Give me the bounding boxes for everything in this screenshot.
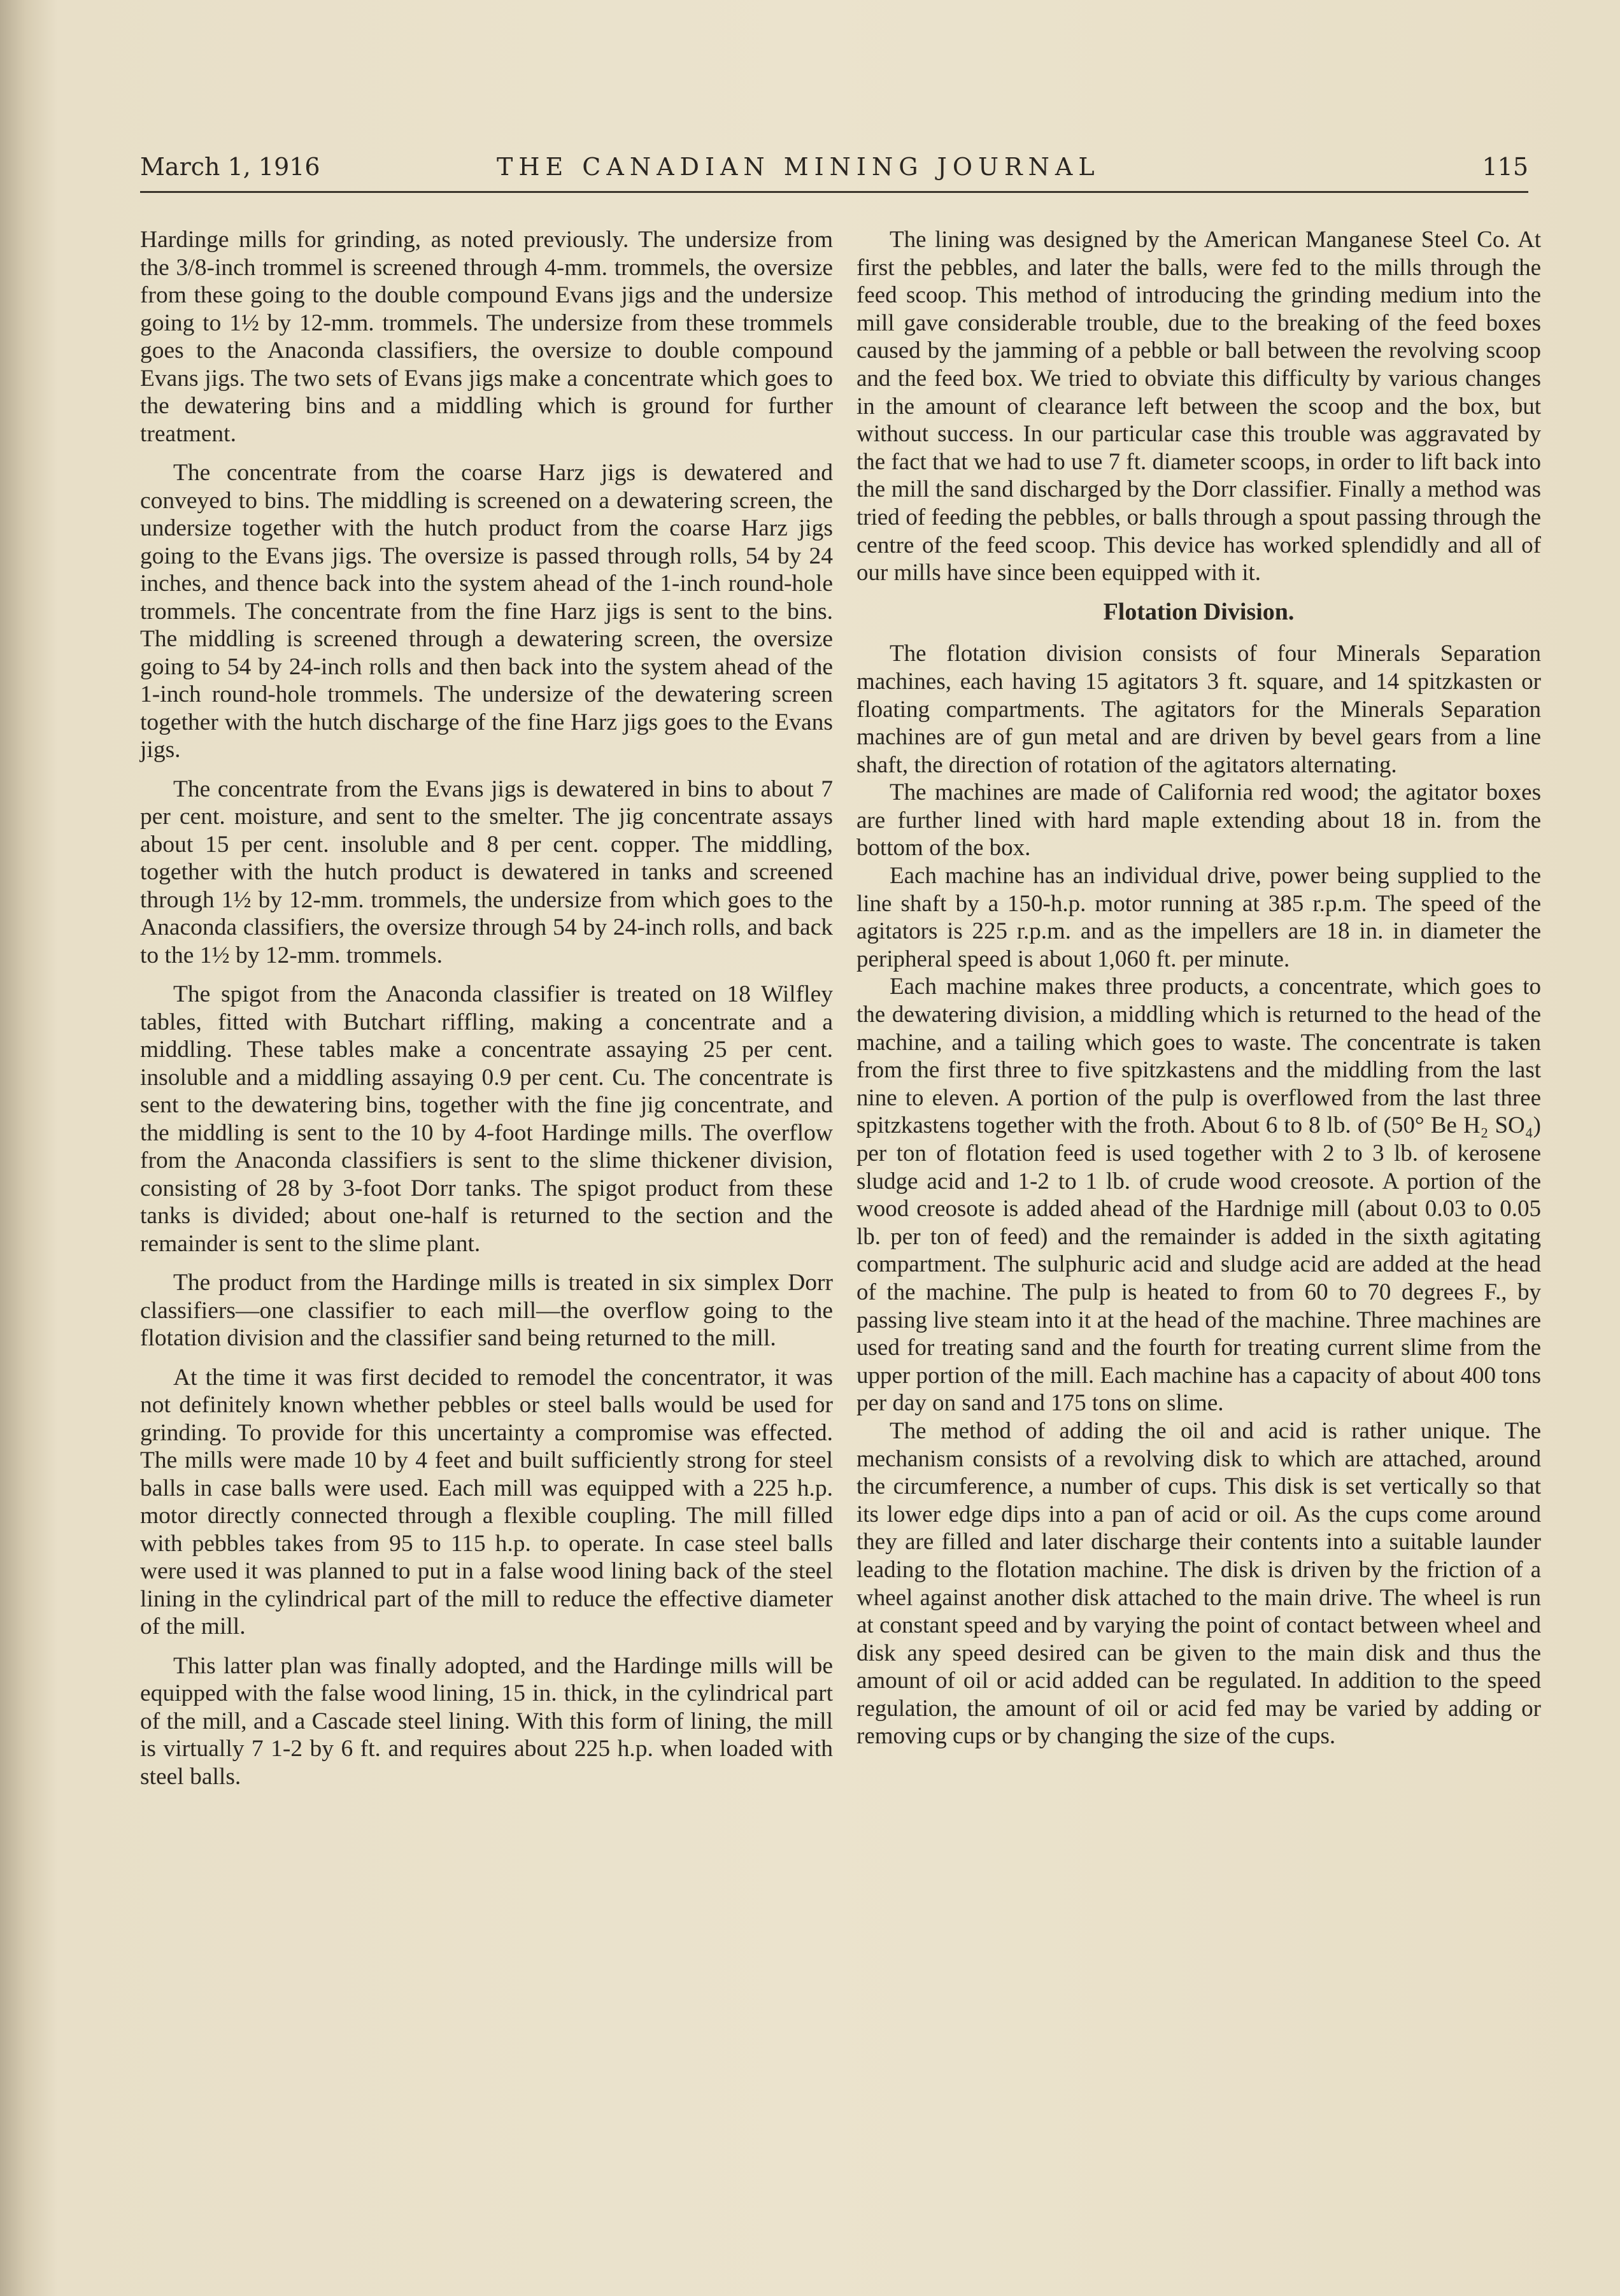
paragraph: The spigot from the Anaconda classifier is treated on 18 Wilfley tables, fitted with Butchart riffling, making a concentrate and a middling. These tables make a concentrate assaying 25 per cent. insoluble and a middling assaying 0.9 per cent. Cu. The concentrate is sent to the dewatering bins, together with the fine jig concentrate, and the middling is sent to the 10 by 4-foot Hardinge mills. The overflow from the Anaconda classifiers is sent to the slime thickener division, consisting of 28 by 3-foot Dorr tanks. The spigot product from these tanks is divided; about one-half is returned to the section and the remainder is sent to the slime plant. xyxy=(140,981,833,1257)
paragraph: The lining was designed by the American Manganese Steel Co. At first the pebbles, and later the balls, were fed to the mills through the feed scoop. This method of introducing the grinding medium into the mill gave considerable trouble, due to the breaking of the feed boxes caused by the jamming of a pebble or ball between the revolving scoop and the feed box. We tried to obviate this difficulty by various changes in the amount of clearance left between the scoop and the box, but without success. In our particular case this trouble was aggravated by the fact that we had to use 7 ft. diameter scoops, in order to lift back into the mill the sand discharged by the Dorr classifier. Finally a method was tried of feeding the pebbles, or balls through a spout passing through the centre of the feed scoop. This device has worked splendidly and all of our mills have since been equipped with it. xyxy=(856,227,1541,586)
paragraph: Each machine has an individual drive, power being supplied to the line shaft by a 150-h.p. motor running at 385 r.p.m. The speed of the agitators is 225 r.p.m. and as the impellers are 18 in. in diameter the peripheral speed is about 1,060 ft. per minute. xyxy=(856,863,1541,972)
paragraph: The flotation division consists of four Minerals Separation machines, each having 15 agitators 3 ft. square, and 14 spitzkasten or floating compartments. The agitators for the Minerals Separation machines are of gun metal and are driven by bevel gears from a line shaft, the direction of rotation of the agitators alternating. xyxy=(856,641,1541,778)
section-heading: Flotation Division. xyxy=(1103,598,1295,625)
left-column xyxy=(140,226,833,1802)
issue-date: March 1, 1916 xyxy=(140,153,320,181)
paragraph: The method of adding the oil and acid is rather unique. The mechanism consists of a revolving disk to which are attached, around the circumference, a number of cups. This disk is set vertically so that its lower edge dips into a pan of acid or oil. As the cups come around they are filled and later discharge their contents into a suitable launder leading to the flotation machine. The disk is driven by the friction of a wheel against another disk attached to the main drive. The wheel is run at constant speed and by varying the point of contact between wheel and disk any speed desired can be given to the main disk and thus the amount of oil or acid added can be regulated. In addition to the speed regulation, the amount of oil or acid fed may be varied by adding or removing cups or by changing the size of the cups. xyxy=(856,1417,1541,1750)
running-header xyxy=(140,153,1528,191)
paragraph: This latter plan was finally adopted, and the Hardinge mills will be equipped with the false wood lining, 15 in. thick, in the cylindrical part of the mill, and a Cascade steel lining. With this form of lining, the mill is virtually 7 1-2 by 6 ft. and requires about 225 h.p. when loaded with steel balls. xyxy=(140,1652,833,1790)
page-number: 115 xyxy=(1482,153,1528,181)
paragraph: The concentrate from the coarse Harz jigs is dewatered and conveyed to bins. The middling is screened on a dewatering screen, the undersize together with the hutch product from the coarse Harz jigs going to the Evans jigs. The oversize is passed through rolls, 54 by 24 inches, and thence back into the system ahead of the 1-inch round-hole trommels. The concentrate from the fine Harz jigs is sent to the bins. The middling is screened through a dewatering screen, the oversize going to 54 by 24-inch rolls and then back into the system ahead of the 1-inch round-hole trommels. The undersize of the dewatering screen together with the hutch discharge of the fine Harz jigs goes to the Evans jigs. xyxy=(140,460,833,763)
paragraph: Each machine makes three products, a concentrate, which goes to the dewatering division, a middling which is returned to the head of the machine, and a tailing which goes to waste. The concentrate is taken from the first three to five spitzkastens and the middling from the last nine to eleven. A portion of the pulp is overflowed from the last three spitzkastens together with the froth. About 6 to 8 lb. of (50° Be H₂ SO₄) per ton of flotation feed is used together with 2 to 3 lb. of kerosene sludge acid and 1-2 to 1 lb. of crude wood creosote. A portion of the wood creosote is added ahead of the Hardnige mill (about 0.03 to 0.05 lb. per ton of feed) and the remainder is added in the sixth agitating compartment. The sulphuric acid and sludge acid are added at the head of the machine. The pulp is heated to from 60 to 70 degrees F., by passing live steam into it at the head of the machine. Three machines are used for treating sand and the fourth for treating current slime from the upper portion of the mill. Each machine has a capacity of about 400 tons per day on sand and 175 tons on slime. xyxy=(856,974,1541,1417)
paragraph: The machines are made of California red wood; the agitator boxes are further lined with hard maple extending about 18 in. from the bottom of the box. xyxy=(856,779,1541,861)
paragraph: Hardinge mills for grinding, as noted previously. The undersize from the 3/8-inch trommel is screened through 4-mm. trommels, the oversize from these going to the double compound Evans jigs and the undersize going to 1½ by 12-mm. trommels. The undersize from these trommels goes to the Anaconda classifiers, the oversize to double compound Evans jigs. The two sets of Evans jigs make a concentrate which goes to the dewatering bins and a middling which is ground for further treatment. xyxy=(140,227,833,447)
paragraph: The concentrate from the Evans jigs is dewatered in bins to about 7 per cent. moisture, and sent to the smelter. The jig concentrate assays about 15 per cent. insoluble and 8 per cent. copper. The middling, together with the hutch product is dewatered in tanks and screened through 1½ by 12-mm. trommels, the undersize from which goes to the Anaconda classifiers, the oversize through 54 by 24-inch rolls, and back to the 1½ by 12-mm. trommels. xyxy=(140,776,833,968)
right-column xyxy=(856,226,1541,1750)
header-rule xyxy=(140,191,1528,193)
paragraph: At the time it was first decided to remodel the concentrator, it was not definitely known whether pebbles or steel balls would be used for grinding. To provide for this uncertainty a compromise was effected. The mills were made 10 by 4 feet and built sufficiently strong for steel balls in case balls were used. Each mill was equipped with a 225 h.p. motor directly connected through a flexible coupling. The mill filled with pebbles takes from 95 to 115 h.p. to operate. In case steel balls were used it was planned to put in a false wood lining back of the steel lining in the cylindrical part of the mill to reduce the effective diameter of the mill. xyxy=(140,1364,833,1640)
journal-title: THE CANADIAN MINING JOURNAL xyxy=(497,153,1100,181)
paragraph: The product from the Hardinge mills is treated in six simplex Dorr classifiers—one classifier to each mill—the overflow going to the flotation division and the classifier sand being returned to the mill. xyxy=(140,1270,833,1351)
